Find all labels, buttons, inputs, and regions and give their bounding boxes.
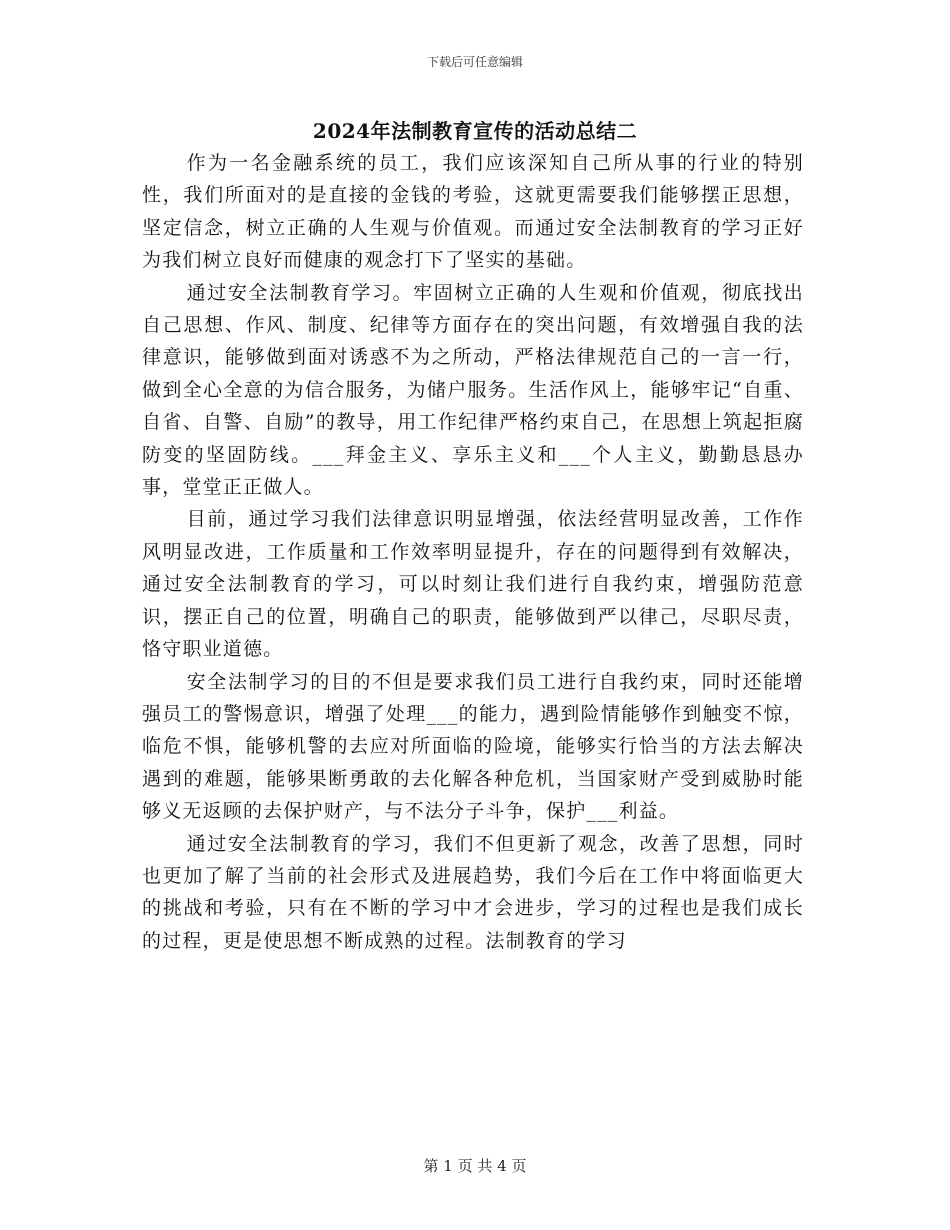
document-title: 2024年法制教育宣传的活动总结二 [312,119,638,143]
document-body [142,147,804,957]
body-paragraph: 安全法制学习的目的不但是要求我们员工进行自我约束，同时还能增强员工的警惕意识，增强了处理___的能力，遇到险情能够作到触变不惊，临危不惧，能够机警的去应对所面临的险境，能够实行恰当的方法去解决遇到的难题，能够果断勇敢的去化解各种危机，当国家财产受到威胁时能够义无返顾的去保护财产，与不法分子斗争，保护___利益。 [142,670,804,823]
body-paragraph: 通过安全法制教育的学习，我们不但更新了观念，改善了思想，同时也更加了解了当前的社会形式及进展趋势，我们今后在工作中将面临更大的挑战和考验，只有在不断的学习中才会进步，学习的过程也是我们成长的过程，更是使思想不断成熟的过程。法制教育的学习 [142,832,804,952]
body-paragraph: 目前，通过学习我们法律意识明显增强，依法经营明显改善，工作作风明显改进，工作质量和工作效率明显提升，存在的问题得到有效解决，通过安全法制教育的学习，可以时刻让我们进行自我约束，增强防范意识，摆正自己的位置，明确自己的职责，能够做到严以律己，尽职尽责，恪守职业道德。 [142,508,804,661]
header-note: 下载后可任意编辑 [426,55,523,69]
body-paragraph: 作为一名金融系统的员工，我们应该深知自己所从事的行业的特别性，我们所面对的是直接的金钱的考验，这就更需要我们能够摆正思想，坚定信念，树立正确的人生观与价值观。而通过安全法制教育的学习正好为我们树立良好而健康的观念打下了坚实的基础。 [142,152,804,272]
page-number-footer: 第 1 页 共 4 页 [423,1157,527,1175]
body-paragraph: 通过安全法制教育学习。牢固树立正确的人生观和价值观，彻底找出自己思想、作风、制度、纪律等方面存在的突出问题，有效增强自我的法律意识，能够做到面对诱惑不为之所动，严格法律规范自己的一言一行，做到全心全意的为信合服务，为储户服务。生活作风上，能够牢记“自重、自省、自警、自励”的教导，用工作纪律严格约束自己，在思想上筑起拒腐防变的坚固防线。___拜金主义、享乐主义和___个人主义，勤勤恳恳办事，堂堂正正做人。 [142,281,804,499]
